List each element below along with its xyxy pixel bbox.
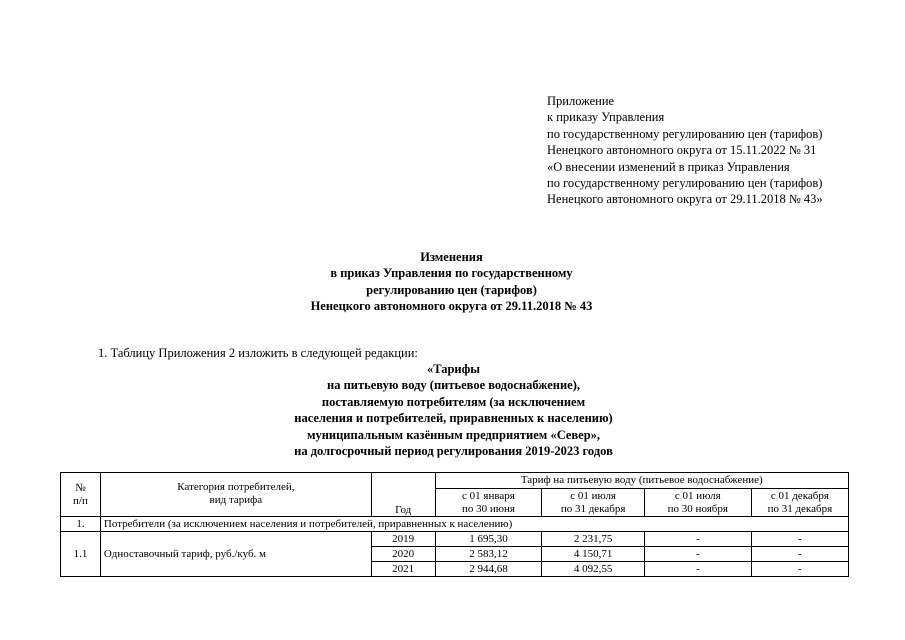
header-number: [61, 473, 101, 517]
tariff-title: [0, 361, 905, 459]
tariff-title-line: поставляемую потребителям (за исключением: [321, 394, 586, 409]
header-year: Год: [371, 473, 435, 517]
tariff-title-line: «Тарифы: [426, 362, 481, 376]
header-number-line: №: [75, 482, 86, 494]
value-cell: -: [644, 547, 751, 562]
section-label: Потребители (за исключением населения и потребителей, приравненных к населению): [100, 517, 848, 532]
heading-line: Ненецкого автономного округа от 29.11.2018 № 43: [310, 299, 593, 314]
value-cell: 2 583,12: [435, 547, 542, 562]
value-cell: 4 150,71: [542, 547, 645, 562]
header-period-2-end: по 31 декабря: [542, 503, 645, 517]
value-cell: -: [751, 532, 848, 547]
header-category-line: вид тарифа: [209, 493, 263, 506]
value-cell: 2 231,75: [542, 532, 645, 547]
year-cell: 2019: [371, 532, 435, 547]
value-cell: 4 092,55: [542, 562, 645, 577]
tariff-title-line: населения и потребителей, приравненных к населению): [294, 411, 613, 426]
tariff-title-line: муниципальным казённым предприятием «Север»,: [306, 427, 601, 442]
header-period-3-start: с 01 июля: [644, 489, 751, 503]
table-row: [61, 532, 849, 547]
header-category-line: Категория потребителей,: [177, 481, 295, 493]
row-label: Одноставочный тариф, руб./куб. м: [100, 532, 371, 577]
value-cell: 1 695,30: [435, 532, 542, 547]
header-number-line: п/п: [73, 494, 88, 507]
header-tariff: Тариф на питьевую воду (питьевое водоснабжение): [435, 473, 848, 489]
year-cell: 2020: [371, 547, 435, 562]
year-cell: 2021: [371, 562, 435, 577]
tariff-table: [60, 472, 849, 577]
header-period-1-end: по 30 июня: [435, 503, 542, 517]
header-period-1-start: с 01 января: [435, 489, 542, 503]
appendix-line: Приложение: [547, 94, 615, 108]
heading-line: Изменения: [420, 250, 483, 264]
document-heading: [0, 249, 905, 315]
header-period-3-end: по 30 ноября: [644, 503, 751, 517]
header-category: [100, 473, 371, 517]
section-number: 1.: [61, 517, 101, 532]
heading-line: в приказ Управления по государственному: [330, 266, 573, 281]
intro-paragraph: 1. Таблицу Приложения 2 изложить в следующей редакции:: [98, 346, 418, 360]
value-cell: -: [644, 562, 751, 577]
header-period-4-start: с 01 декабря: [751, 489, 848, 503]
appendix-line: по государственному регулированию цен (тарифов): [547, 176, 823, 191]
appendix-line: к приказу Управления: [547, 110, 665, 125]
header-period-2-start: с 01 июля: [542, 489, 645, 503]
heading-line: регулированию цен (тарифов): [366, 282, 537, 297]
header-period-4-end: по 31 декабря: [751, 503, 848, 517]
tariff-title-line: на питьевую воду (питьевое водоснабжение),: [327, 378, 580, 393]
appendix-line: по государственному регулированию цен (тарифов): [547, 126, 823, 141]
appendix-line: «О внесении изменений в приказ Управления: [547, 159, 790, 174]
appendix-block: [547, 93, 823, 208]
value-cell: -: [751, 547, 848, 562]
row-number: 1.1: [61, 532, 101, 577]
appendix-line: Ненецкого автономного округа от 15.11.2022 № 31: [547, 143, 817, 158]
value-cell: -: [644, 532, 751, 547]
tariff-title-line: на долгосрочный период регулирования 2019-2023 годов: [294, 444, 613, 459]
appendix-line: Ненецкого автономного округа от 29.11.2018 № 43»: [547, 192, 823, 207]
value-cell: -: [751, 562, 848, 577]
value-cell: 2 944,68: [435, 562, 542, 577]
